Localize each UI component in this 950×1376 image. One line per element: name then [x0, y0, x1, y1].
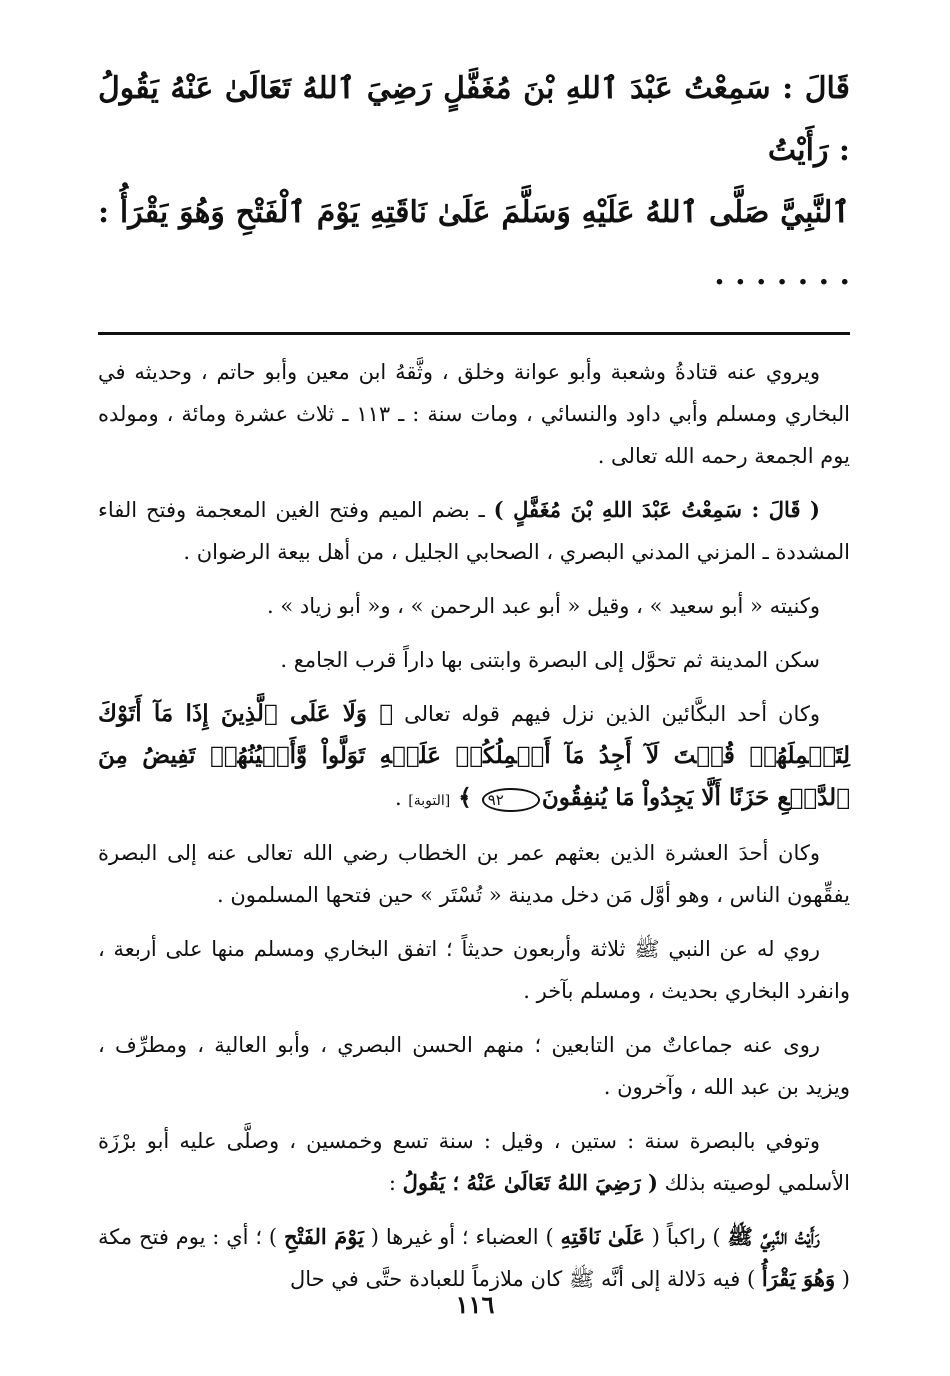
separator-rule — [98, 332, 850, 335]
paragraph-narrators: ويروي عنه قتادةُ وشعبة وأبو عوانة وخلق ، وثَّقهُ ابن معين وأبو حاتم ، وحديثه في البخاري ومسلم وأبي داود والنسائي ، ومات سنة : ـ ١١٣ ـ ثلاث عشرة ومائة ، ومولده يوم الجمعة رحمه الله تعالى . — [98, 360, 850, 468]
bold-yawm-alfath: يَوْمَ الفَتْحِ — [283, 1224, 364, 1249]
surah-name: [التوبة] — [408, 793, 451, 809]
matn-line-2: ٱلنَّبِيَّ صَلَّى ٱللهُ عَلَيْهِ وَسَلَّمَ عَلَىٰ نَاقَتِهِ يَوْمَ ٱلْفَتْحِ وَهُوَ يَقْرَأُ : . . . . . . . — [98, 195, 850, 292]
death-colon: : — [388, 1171, 403, 1195]
bold-raaytu: رَأَيْتُ النَّبِيَّ ﷺ — [727, 1224, 820, 1249]
bold-wahuwa-yaqra: وَهُوَ يَقْرَأُ — [761, 1266, 836, 1291]
hadith-matn — [98, 58, 850, 306]
bold-ala-naqatihi: عَلَىٰ نَاقَتِهِ — [560, 1224, 645, 1249]
page-number: ١١٦ — [455, 1290, 495, 1319]
verse-end: . — [394, 786, 409, 810]
commentary-text-2: ) العضباء ؛ أو غيرها ( — [363, 1225, 561, 1249]
commentary-text-4: ) فيه دَلالة إلى أنَّه ﷺ كان ملازماً للعبادة حتَّى في حال — [289, 1267, 762, 1291]
commentary-text-1: ) راكباً ( — [644, 1225, 728, 1249]
ayah-number-marker: ٩٢ — [482, 788, 540, 812]
death-text: وتوفي بالبصرة سنة : ستين ، وقيل : سنة تسع وخمسين ، وصلَّى عليه أبو برْزَة الأسلمي لوصيته بذلك — [98, 1129, 850, 1195]
page-body — [98, 58, 850, 1312]
paragraph-hadith-count: روي له عن النبي ﷺ ثلاثة وأربعون حديثاً ؛ اتفق البخاري ومسلم منها على أربعة ، وانفرد البخاري بحديث ، ومسلم بآخر . — [98, 937, 850, 1003]
verse-intro: وكان أحد البكَّائين الذين نزل فيهم قوله تعالى — [393, 702, 821, 726]
paragraph-verse — [98, 693, 850, 822]
verse-close-bracket: ﴾ — [450, 784, 480, 811]
bold-radiallah: ( رَضِيَ اللهُ تَعَالَىٰ عَنْهُ ؛ يَقُولُ — [402, 1170, 658, 1195]
quran-verse: ﴿ وَلَا عَلَى ٱلَّذِينَ إِذَا مَآ أَتَوْكَ لِتَحۡمِلَهُمۡ قُلۡتَ لَآ أَجِدُ مَآ أَحۡمِلُكُمۡ عَلَيۡهِ تَوَلَّواْ وَّأَعۡيُنُهُمۡ تَفِيضُ مِنَ ٱلدَّمۡعِ حَزَنًا أَلَّا يَجِدُواْ مَا يُنفِقُونَ — [98, 700, 850, 811]
paragraph-commentary — [98, 1216, 850, 1300]
matn-line-1: قَالَ : سَمِعْتُ عَبْدَ ٱللهِ بْنَ مُغَفَّلٍ رَضِيَ ٱللهُ تَعَالَىٰ عَنْهُ يَقُولُ : رَأَيْتُ — [98, 71, 850, 168]
paragraph-tabiin: روى عنه جماعاتٌ من التابعين ؛ منهم الحسن البصري ، وأبو العالية ، ومطرِّف ، ويزيد بن عبد الله ، وآخرون . — [98, 1033, 850, 1099]
paragraph-basra: وكان أحدَ العشرة الذين بعثهم عمر بن الخطاب رضي الله تعالى عنه إلى البصرة يفقِّهون الناس ، وهو أوَّل مَن دخل مدينة « تُسْتَر » حين فتحها المسلمون . — [98, 841, 850, 907]
paragraph-residence: سكن المدينة ثم تحوَّل إلى البصرة وابتنى بها داراً قرب الجامع . — [280, 648, 820, 672]
commentary-text-3: ) ؛ أي : يوم فتح مكة ( — [98, 1225, 850, 1291]
paragraph-death — [98, 1120, 850, 1204]
paragraph-kunya: وكنيته « أبو سعيد » ، وقيل « أبو عبد الرحمن » ، و« أبو زياد » . — [267, 594, 820, 618]
name-explanation: ـ بضم الميم وفتح الغين المعجمة وفتح الفاء المشددة ـ المزني المدني البصري ، الصحابي الجليل ، من أهل بيعة الرضوان . — [98, 498, 850, 564]
bold-quote-name: ( قَالَ : سَمِعْتُ عَبْدَ اللهِ بْنَ مُغَفَّلٍ ) — [493, 497, 820, 522]
paragraph-sahabi-name — [98, 489, 850, 573]
